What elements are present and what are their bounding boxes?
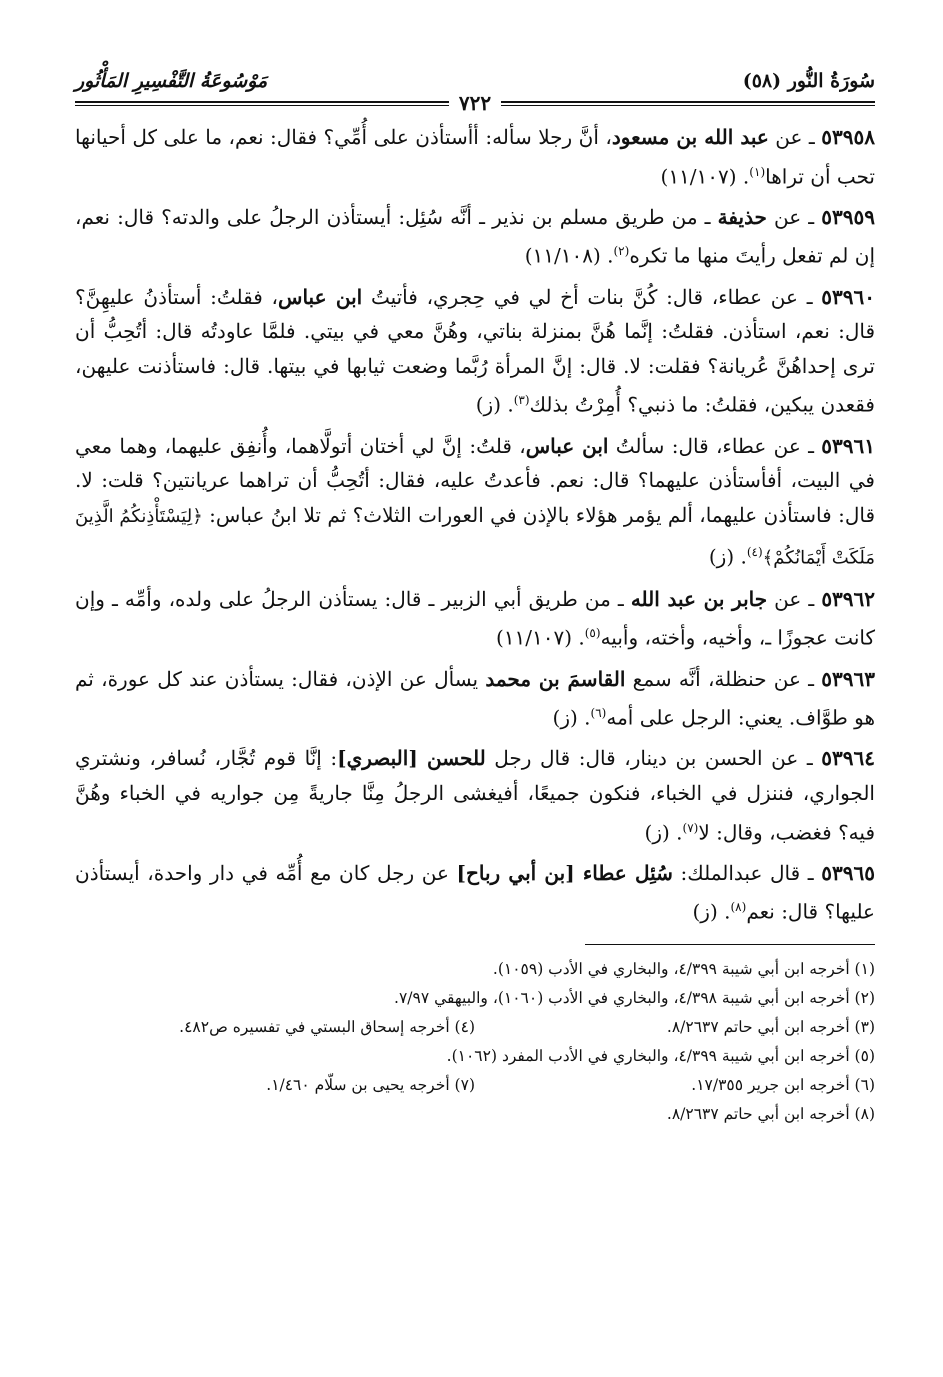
footnote-ref: (٧): [682, 820, 699, 835]
footnote-7: (٧) أخرجه يحيى بن سلّام ١/٤٦٠.: [266, 1075, 475, 1094]
footnotes: [75, 955, 875, 1129]
narrator-name: ابن عباس: [278, 284, 363, 309]
entry-text: : إنَّا قوم تُجَّار، نُسافر، ونشتري الجواري، فننزل في الخباء، فنكون جميعًا، أفيغشى الرجلُ مِنَّا جاريةً مِن جواريه في الخباء وهُنَّ فيه؟ فغضب، وقال: لا: [75, 746, 875, 845]
footnote-row: [75, 1013, 875, 1042]
entry-number: ٥٣٩٦١: [821, 433, 876, 458]
quran-verse: ﴿لِيَسْتَأْذِنكُمُ الَّذِينَ مَلَكَتْ أَيْمَانُكُمْ﴾: [75, 505, 875, 569]
entry-text: ـ عن الحسن بن دينار، قال: قال رجل: [494, 746, 813, 771]
entry-53958: [75, 120, 875, 194]
footnote-separator: [585, 944, 875, 945]
narrator-name: سُئِل عطاء [بن أبي رباح]: [456, 860, 673, 885]
rule-line: [75, 101, 449, 106]
footnote-2: (٢) أخرجه ابن أبي شيبة ٤/٣٩٨، والبخاري في الأدب (١٠٦٠)، والبيهقي ٧/٩٧.: [394, 988, 875, 1007]
footnote-6: (٦) أخرجه ابن جرير ١٧/٣٥٥.: [691, 1075, 875, 1094]
entry-text: ـ عن حنظلة، أنَّه سمع: [632, 666, 815, 691]
entry-53959: [75, 200, 875, 274]
footnote-5: (٥) أخرجه ابن أبي شيبة ٤/٣٩٩، والبخاري في الأدب المفرد (١٠٦٢).: [446, 1046, 875, 1065]
entry-53963: [75, 662, 875, 736]
footnote-ref: (٨): [730, 900, 747, 915]
entry-text: ـ عن عطاء، قال: سألتُ: [615, 433, 814, 458]
entry-53961: [75, 429, 875, 576]
entry-number: ٥٣٩٦٢: [821, 586, 876, 611]
footnote-1: (١) أخرجه ابن أبي شيبة ٤/٣٩٩، والبخاري في الأدب (١٠٥٩).: [492, 959, 875, 978]
surah-title: سُورَةُ النُّور (٥٨): [742, 70, 875, 92]
entry-number: ٥٣٩٦٣: [821, 666, 875, 691]
entry-text: ـ عن عطاء، قال: كُنَّ بنات أخ لي في حِجري، فأتيتُ: [370, 284, 813, 309]
entry-text: ـ عن: [774, 204, 815, 229]
entry-53965: [75, 856, 875, 930]
rule-line: [501, 101, 875, 106]
entry-text: ـ من طريق أبي الزبير ـ قال: يستأذن الرجلُ على ولده، وأمِّه ـ وإن كانت عجوزًا ـ، وأخيه، وأخته، وأبيه: [75, 586, 875, 650]
entry-text: عن رجل كان مع أُمِّه في دار واحدة، أيستأذن عليها؟ قال: نعم: [75, 860, 875, 925]
entry-number: ٥٣٩٦٤: [821, 746, 876, 771]
source-ref: . (١١/١٠٧): [660, 164, 750, 189]
footnote-8: (٨) أخرجه ابن أبي حاتم ٨/٢٦٣٧.: [666, 1104, 875, 1123]
footnote-4: (٤) أخرجه إسحاق البستي في تفسيره ص٤٨٢.: [179, 1017, 475, 1036]
footnote-ref: (٤): [746, 544, 763, 559]
entry-text: ـ من طريق مسلم بن نذير ـ أنَّه سُئِل: أيستأذن الرجلُ على والدته؟ قال: نعم، إن لم تفعل رأيتَ منها ما تكره: [75, 204, 875, 269]
entry-text: ـ قال عبدالملك:: [680, 860, 814, 885]
source-ref: . (ز): [475, 393, 514, 418]
page-number: ٧٢٢: [458, 91, 492, 115]
footnote-3: (٣) أخرجه ابن أبي حاتم ٨/٢٦٣٧.: [666, 1017, 875, 1036]
entry-number: ٥٣٩٦٠: [821, 284, 876, 309]
narrator-name: القاسمَ بن محمد: [485, 666, 626, 691]
entry-number: ٥٣٩٥٨: [821, 125, 875, 149]
entry-text: ـ عن: [775, 125, 815, 149]
entry-text: ، قلتُ: إنَّ لي أختان أتولَّاهما، وأُنفِق عليهما، وهما معي في البيت، أفأستأذن عليهما؟ قال: نعم. فأعدتُ عليه، فقال: أتُحِبُّ أن تراهما عريانتين؟ قلت: لا. قال: فاستأذن عليهما، ألم يؤمر هؤلاء بالإذن في العورات الثلاث؟ ثم تلا ابنُ عباس:: [75, 433, 875, 527]
narrator-name: جابر بن عبد الله: [630, 586, 768, 611]
footnote-row: [75, 1071, 875, 1100]
page: [75, 58, 875, 1129]
footnote-ref: (١): [749, 164, 766, 179]
entry-53960: [75, 280, 875, 423]
source-ref: . (ز): [644, 820, 683, 845]
source-ref: . (ز): [692, 900, 731, 925]
entry-text: ـ عن: [774, 586, 815, 611]
source-ref: . (ز): [708, 544, 747, 569]
main-text: [75, 120, 875, 930]
running-header: [75, 58, 875, 92]
source-ref: . (ز): [552, 705, 591, 730]
entry-53962: [75, 582, 875, 656]
entry-number: ٥٣٩٥٩: [821, 204, 875, 229]
source-ref: . (١١/١٠٨): [524, 244, 614, 269]
entry-text: يسأل عن الإذن، فقال: يستأذن عند كل عورة، ثم هو طوَّاف. يعني: الرجل على أمه: [75, 666, 875, 730]
source-ref: . (١١/١٠٧): [495, 626, 585, 650]
narrator-name: ابن عباس: [525, 433, 609, 458]
narrator-name: عبد الله بن مسعود: [611, 125, 769, 149]
header-rule: [75, 91, 875, 115]
footnote-ref: (٢): [613, 244, 630, 259]
entry-53964: [75, 741, 875, 849]
entry-number: ٥٣٩٦٥: [821, 860, 875, 885]
narrator-name: حذيفة: [717, 204, 767, 229]
entry-text: ، فقلتُ: أستأذنُ عليهِنَّ؟ قال: نعم، استأذن. فقلتُ: إنَّما هُنَّ بمنزلة بناتي، وهُنَّ معي في بيتي. فلمَّا عاودتُه قال: أتُحِبُّ أن ترى إحداهُنَّ عُريانة؟ فقلت: لا. قال: إنَّ المرأة رُبَّما وضعت ثيابها في بيتها. قال: فاستأذنت عليهن، فقعدن يبكين، فقلتُ: ما ذنبي؟ أُمِرْتُ بذلك: [75, 284, 875, 418]
entry-text: ، أنَّ رجلا سأله: أأستأذن على أُمِّي؟ فقال: نعم، ما على كل أحيانها تحب أن تراها: [75, 125, 875, 189]
book-title: مَوْسُوعَةُ التَّفْسِيرِ المَأْثُور: [75, 70, 268, 92]
footnote-ref: (٣): [513, 393, 530, 408]
footnote-ref: (٥): [584, 626, 601, 641]
footnote-ref: (٦): [590, 706, 607, 721]
narrator-name: للحسن [البصري]: [337, 746, 486, 771]
